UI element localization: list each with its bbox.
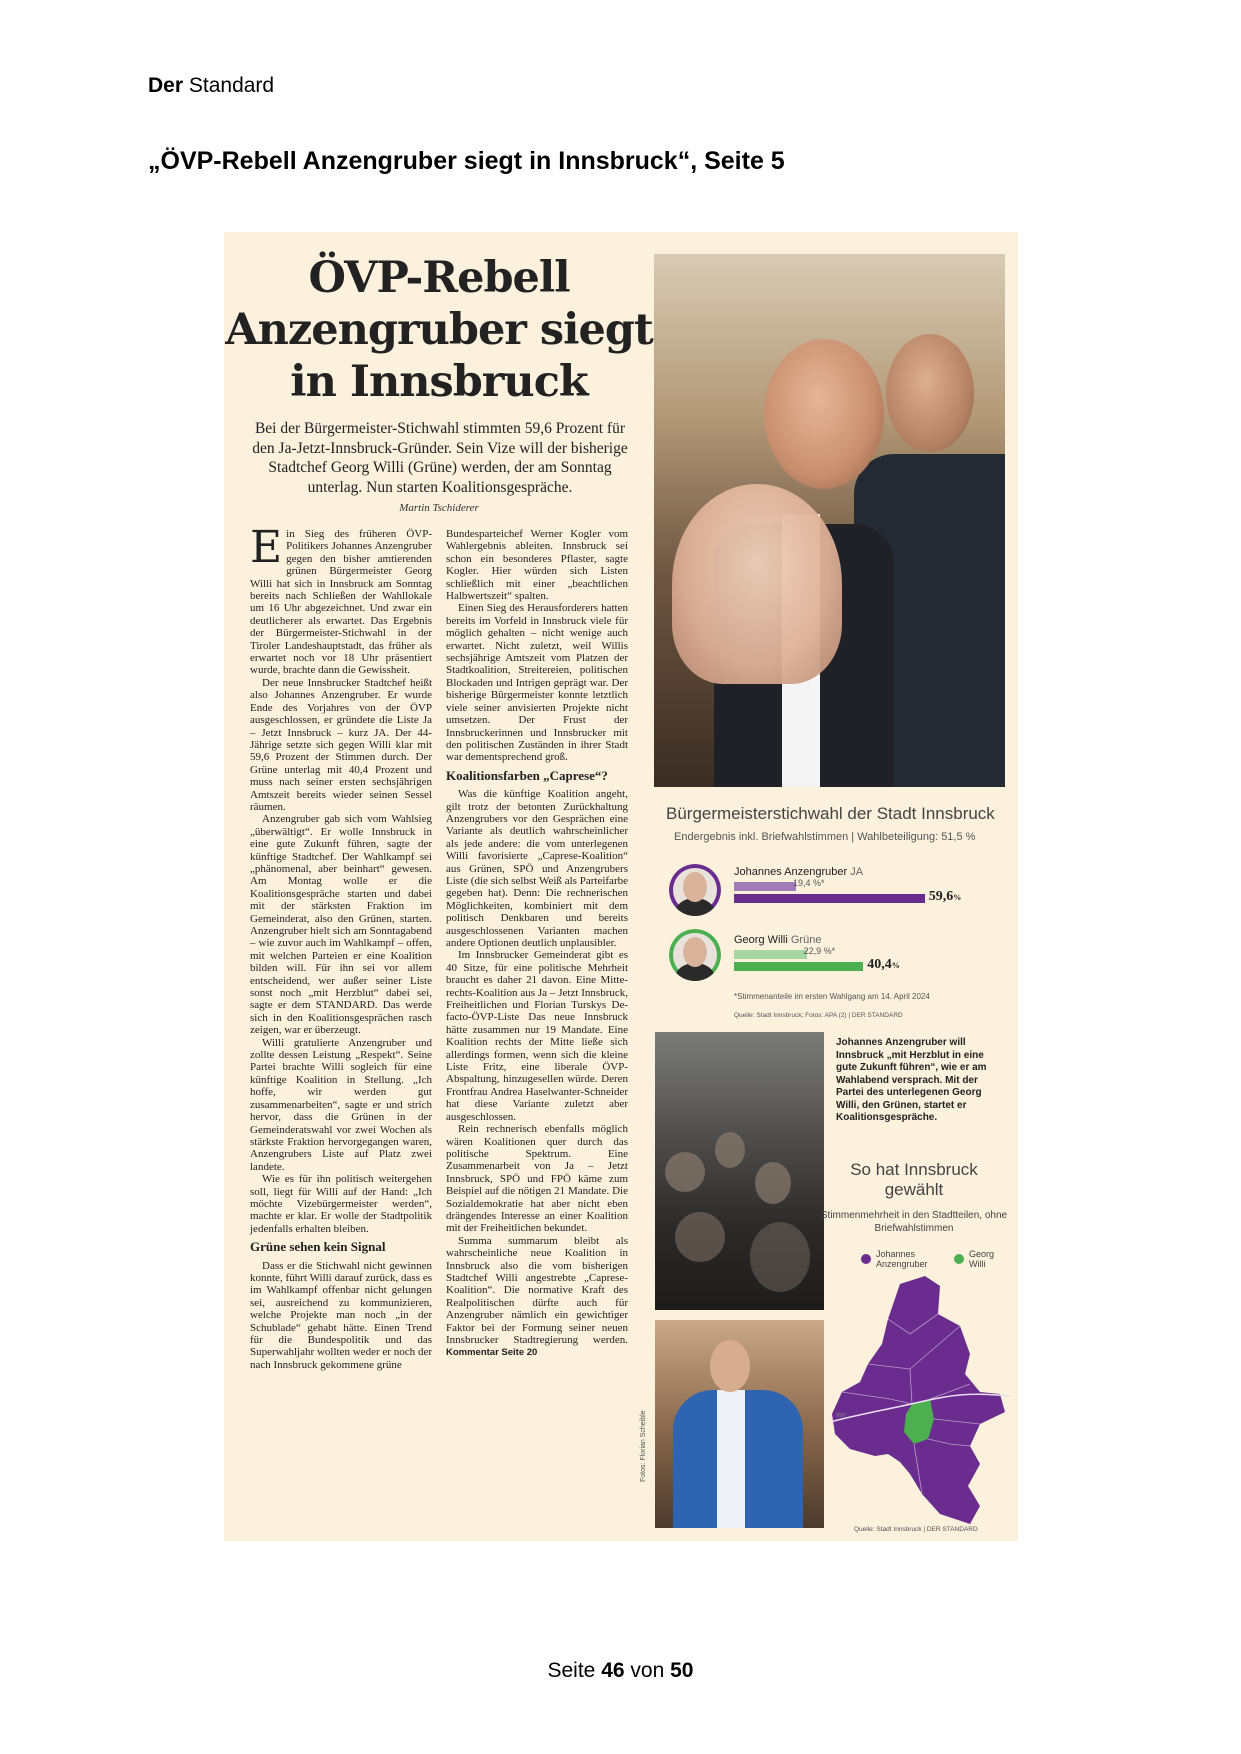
bar-anzengruber-final bbox=[734, 894, 925, 903]
page-title: „ÖVP-Rebell Anzengruber siegt in Innsbruck“, Seite 5 bbox=[148, 147, 785, 175]
article-column-1: Ein Sieg des früheren ÖVP-Politikers Johannes Anzengruber gegen den bisher amtierenden grünen Bürgermeister Georg Willi hat sich in Innsbruck am Sonntag bereits nach Schließen der Wahllokale um 16 Uhr abgezeichnet. Und zwar ein deutlicherer als erwartet. Das Ergebnis der Bürgermeister-Stichwahl in der Tiroler Landeshauptstadt, das früher als erwartet noch vor 18 Uhr präsentiert wurde, brachte dann die Gewissheit. Der neue Innsbrucker Stadtchef heißt also Johannes Anzengruber. Er wurde Ende des Vorjahres von der ÖVP ausgeschlossen, er gründete die Liste Ja – Jetzt Innsbruck – kurz JA. Der 44-Jährige setzte sich gegen Willi klar mit 59,6 Prozent der Stimmen durch. Der Grüne unterlag mit 40,4 Prozent und muss nach seiner ersten sechsjährigen Amtszeit bereits wieder seinen Sessel räumen. Anzengruber gab sich vom Wahlsieg „überwältigt“. Er wolle Innsbruck in eine gute Zukunft führen, sagte der künftige Stadtchef. Der Wahlkampf sei „phänomenal, aber beinhart“ gewesen. Am Montag wolle er die Koalitionsgespräche starten und dabei mit der stärksten Fraktion im Gemeinderat, also den Grünen, starten. Anzengruber hielt sich am Sonntagabend – wie zuvor auch im Wahlkampf – offen, mit welchen Parteien er eine Koalition bilden will. Für ihn sei vor allem entscheidend, wer außer seiner Liste sonst noch „mit Herzblut“ dabei sei, sagte er dem STANDARD. Das werde sich in den Koalitionsgesprächen rasch zeigen, war er überzeugt. Willi gratulierte Anzengruber und zollte dessen Leistung „Respekt“. Seine Partei brachte Willi sogleich für eine künftige Koalition in Stellung. „Ich hoffe, wir werden gut zusammenarbeiten“, sagte er und strich hervor, dass die Grünen in der Gemeinderatswahl vor zwei Wochen als stärkste Fraktion hervorgegangen waren, Anzengrubers Liste auf Platz zwei landete. Wie es für ihn politisch weitergehen soll, liegt für Willi auf der Hand: „Ich möchte Vizebürgermeister werden“, machte er klar. Er wolle der Stadtpolitik jedenfalls erhalten bleiben. Grüne sehen kein Signal Dass er die Stichwahl nicht gewinnen konnte, führt Willi darauf zurück, dass es im Wahlkampf offenbar nicht gelungen sei, ausreichend zu kommunizieren, welche Projekte man noch „in der Schublade“ gehabt hätte. Einen Trend für die Bundespolitik und das Superwahljahr wollten weder er noch der nach Innsbruck gekommene grüne bbox=[250, 522, 432, 1371]
subheading: Grüne sehen kein Signal bbox=[250, 1239, 386, 1255]
main-photo bbox=[654, 254, 1005, 787]
article-column-2: Bundesparteichef Werner Kogler vom Wahlergebnis ableiten. Innsbruck sei schon ein besonderes Pflaster, sagte Kogler. Hier würden sich Listen schließlich mit einer „beachtlichen Halbwertszeit“ spalten. Einen Sieg des Herausforderers hatten bereits im Vorfeld in Innsbruck viele für möglich gehalten – nicht wenige auch erwartet. Nicht zuletzt, weil Willis sechsjährige Amtszeit vom Platzen der Stadtkoalition, Streitereien, politischen Blockaden und Intrigen geprägt war. Der bisherige Bürgermeister konnte letztlich viele seiner anvisierten Projekte nicht umsetzen. Der Frust der Innsbruckerinnen und Innsbrucker mit den politischen Zuständen in ihrer Stadt war dementsprechend groß. Koalitionsfarben „Caprese“? Was die künftige Koalition angeht, gilt trotz der betonten Zurückhaltung Anzengrubers vor den Gesprächen eine Variante als deutlich wahrscheinlicher als jede andere: die vom unterlegenen Willi favorisierte „Caprese-Koalition“ aus Grünen, SPÖ und Anzengrubers Liste (die sich selbst Weiß als Parteifarbe gegeben hat). Denn: Die rechnerischen Möglichkeiten, kombiniert mit dem politisch Denkbaren und bereits ausgeschlossenen Varianten machen andere Optionen deutlich unplausibler. Im Innsbrucker Gemeinderat gibt es 40 Sitze, für eine politische Mehrheit braucht es daher 21 davon. Eine Mitte-rechts-Koalition aus Ja – Jetzt Innsbruck, Freiheitlichen und Florian Turskys De-facto-ÖVP-Liste Das neue Innsbruck hätte zusammen nur 19 Mandate. Eine Koalition rechts der Mitte ließe sich allerdings formen, wenn sich die kleine Liste Fritz, eine liberale ÖVP-Abspaltung, hinzugesellen würde. Deren Frontfrau Andrea Haselwanter-Schneider hat diese Variante zuletzt aber ausgeschlossen. Rein rechnerisch ebenfalls möglich wären Koalitionen quer durch das politische Spektrum. Eine Zusammenarbeit von Ja – Jetzt Innsbruck, SPÖ und FPÖ käme zum Beispiel auf die nötigen 21 Mandate. Die Sozialdemokratie hat aber nicht eben drängendes Interesse an einer Koalition mit der Freiheitlichen bekundet. Summa summarum bleibt als wahrscheinliche neue Koalition in Innsbruck also die vom bisherigen Stadtchef Willi angestrebte „Caprese-Koalition“. Die normative Kraft des Realpolitischen dürfte auch für Anzengruber nämlich ein gewichtiger Faktor bei der Formung seiner neuen Innsbrucker Stadtregierung werden. Kommentar Seite 20 bbox=[446, 528, 628, 1359]
dropcap: E bbox=[250, 522, 283, 573]
map-subtitle: Stimmenmehrheit in den Stadtteilen, ohne Briefwahlstimmen bbox=[820, 1210, 1008, 1234]
bar-value: 59,6% bbox=[928, 889, 962, 904]
legend-label: Johannes Anzengruber bbox=[876, 1249, 928, 1269]
willi-avatar bbox=[669, 929, 721, 981]
bar-label: 19,4 %* bbox=[792, 878, 825, 888]
willi-photo bbox=[655, 1320, 824, 1528]
anzengruber-avatar bbox=[669, 864, 721, 916]
crowd-photo bbox=[655, 1032, 824, 1310]
bar-anzengruber-round1 bbox=[734, 882, 796, 891]
bar-label: 22,9 %* bbox=[803, 946, 836, 956]
map-title: So hat Innsbruck gewählt bbox=[850, 1160, 978, 1199]
page-footer: Seite 46 von 50 bbox=[547, 1659, 694, 1682]
bar-willi-final bbox=[734, 962, 863, 971]
election-chart bbox=[654, 794, 1005, 1054]
photo-credit: Fotos: Florian Scheible bbox=[640, 1410, 647, 1482]
river-label: Inn bbox=[836, 1412, 846, 1419]
candidate-label: Georg Willi Grüne bbox=[734, 934, 822, 946]
legend-label: Georg Willi bbox=[969, 1249, 995, 1269]
bar-willi-round1 bbox=[734, 950, 807, 959]
legend-dot-anzengruber bbox=[861, 1254, 871, 1264]
chart-subtitle: Endergebnis inkl. Briefwahlstimmen | Wahlbeteiligung: 51,5 % bbox=[674, 831, 976, 843]
kommentar-ref: Kommentar Seite 20 bbox=[446, 1347, 538, 1359]
district-map bbox=[830, 1274, 1010, 1526]
chart-title: Bürgermeisterstichwahl der Stadt Innsbruck bbox=[666, 804, 995, 823]
candidate-label: Johannes Anzengruber JA bbox=[734, 866, 864, 878]
publication-header: Der Standard bbox=[148, 74, 275, 97]
chart-footnote: *Stimmenanteile im ersten Wahlgang am 14. April 2024 bbox=[734, 992, 930, 1001]
photo-caption: Johannes Anzengruber will Innsbruck „mit Herzblut in eine gute Zukunft führen“, wie er am Wahlabend versprach. Mit der Partei des unterlegenen Georg Willi, den Grünen, startet er Koalitionsgespräche. bbox=[836, 1037, 987, 1123]
subheading: Koalitionsfarben „Caprese“? bbox=[446, 767, 608, 783]
headline: ÖVP-Rebell Anzengruber siegt in Innsbruck bbox=[225, 253, 653, 407]
newspaper-clipping bbox=[224, 232, 1018, 1541]
bar-value: 40,4% bbox=[867, 957, 900, 972]
chart-source: Quelle: Stadt Innsbruck; Fotos: APA (2) | DER STANDARD bbox=[734, 1012, 903, 1019]
legend-dot-willi bbox=[954, 1254, 964, 1264]
author: Martin Tschiderer bbox=[399, 502, 479, 514]
district-region bbox=[832, 1276, 1005, 1524]
map-source: Quelle: Stadt Innsbruck | DER STANDARD bbox=[854, 1526, 978, 1533]
lede: Bei der Bürgermeister-Stichwahl stimmten 59,6 Prozent für den Ja-Jetzt-Innsbruck-Gründer. Sein Vize will der bisherige Stadtchef Georg Willi (Grüne) werden, der am Sonntag unterlag. Nun starten Koalitionsgespräche. bbox=[252, 420, 628, 496]
